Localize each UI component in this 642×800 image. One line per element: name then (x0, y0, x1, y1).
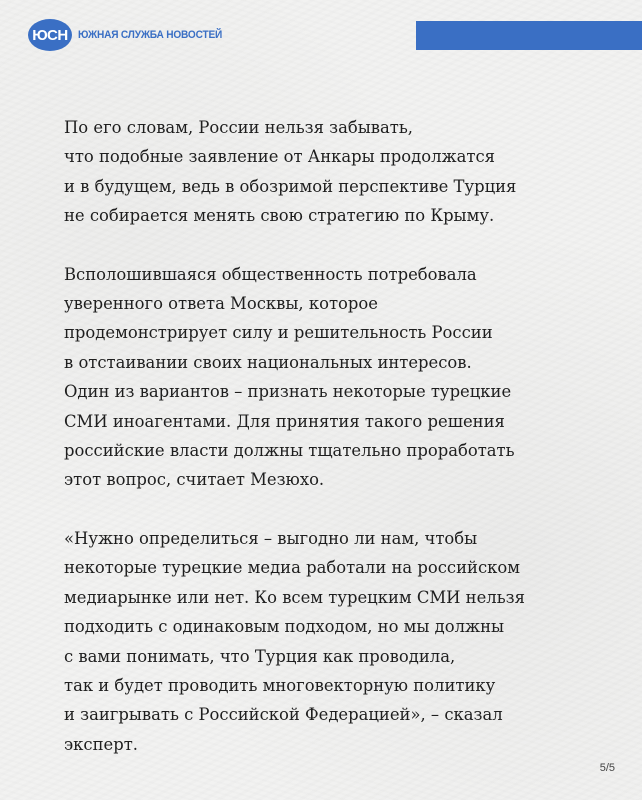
paragraph-1: По его словам, России нельзя забывать, что подобные заявление от Анкары продолжатся и в будущем, ведь в обозримой перспективе Турция не собирается менять свою стратегию по Крыму. (64, 118, 517, 226)
logo (28, 18, 235, 52)
logo-badge: ЮСН (28, 19, 72, 51)
page-indicator: 5/5 (599, 762, 615, 774)
article-body (64, 113, 604, 788)
paragraph-2: Всполошившаяся общественность потребовала уверенного ответа Москвы, которое продемонстрирует силу и решительность России в отстаивании своих национальных интересов. Один из вариантов – признать некоторые турецкие СМИ иноагентами. Для принятия такого решения российские власти должны тщательно проработать этот вопрос, считает Мезюхо. (64, 264, 515, 490)
logo-text: ЮЖНАЯ СЛУЖБА НОВОСТЕЙ (78, 29, 223, 41)
paragraph-3: «Нужно определиться – выгодно ли нам, чтобы некоторые турецкие медиа работали на российском медиарынке или нет. Ко всем турецким СМИ нельзя подходить с одинаковым подходом, но мы должны с вами понимать, что Турция как проводила, так и будет проводить многовекторную политику и заигрывать с Российской Федерацией», – сказал эксперт. (64, 528, 525, 754)
header (0, 0, 642, 60)
header-accent-bar (416, 21, 642, 50)
